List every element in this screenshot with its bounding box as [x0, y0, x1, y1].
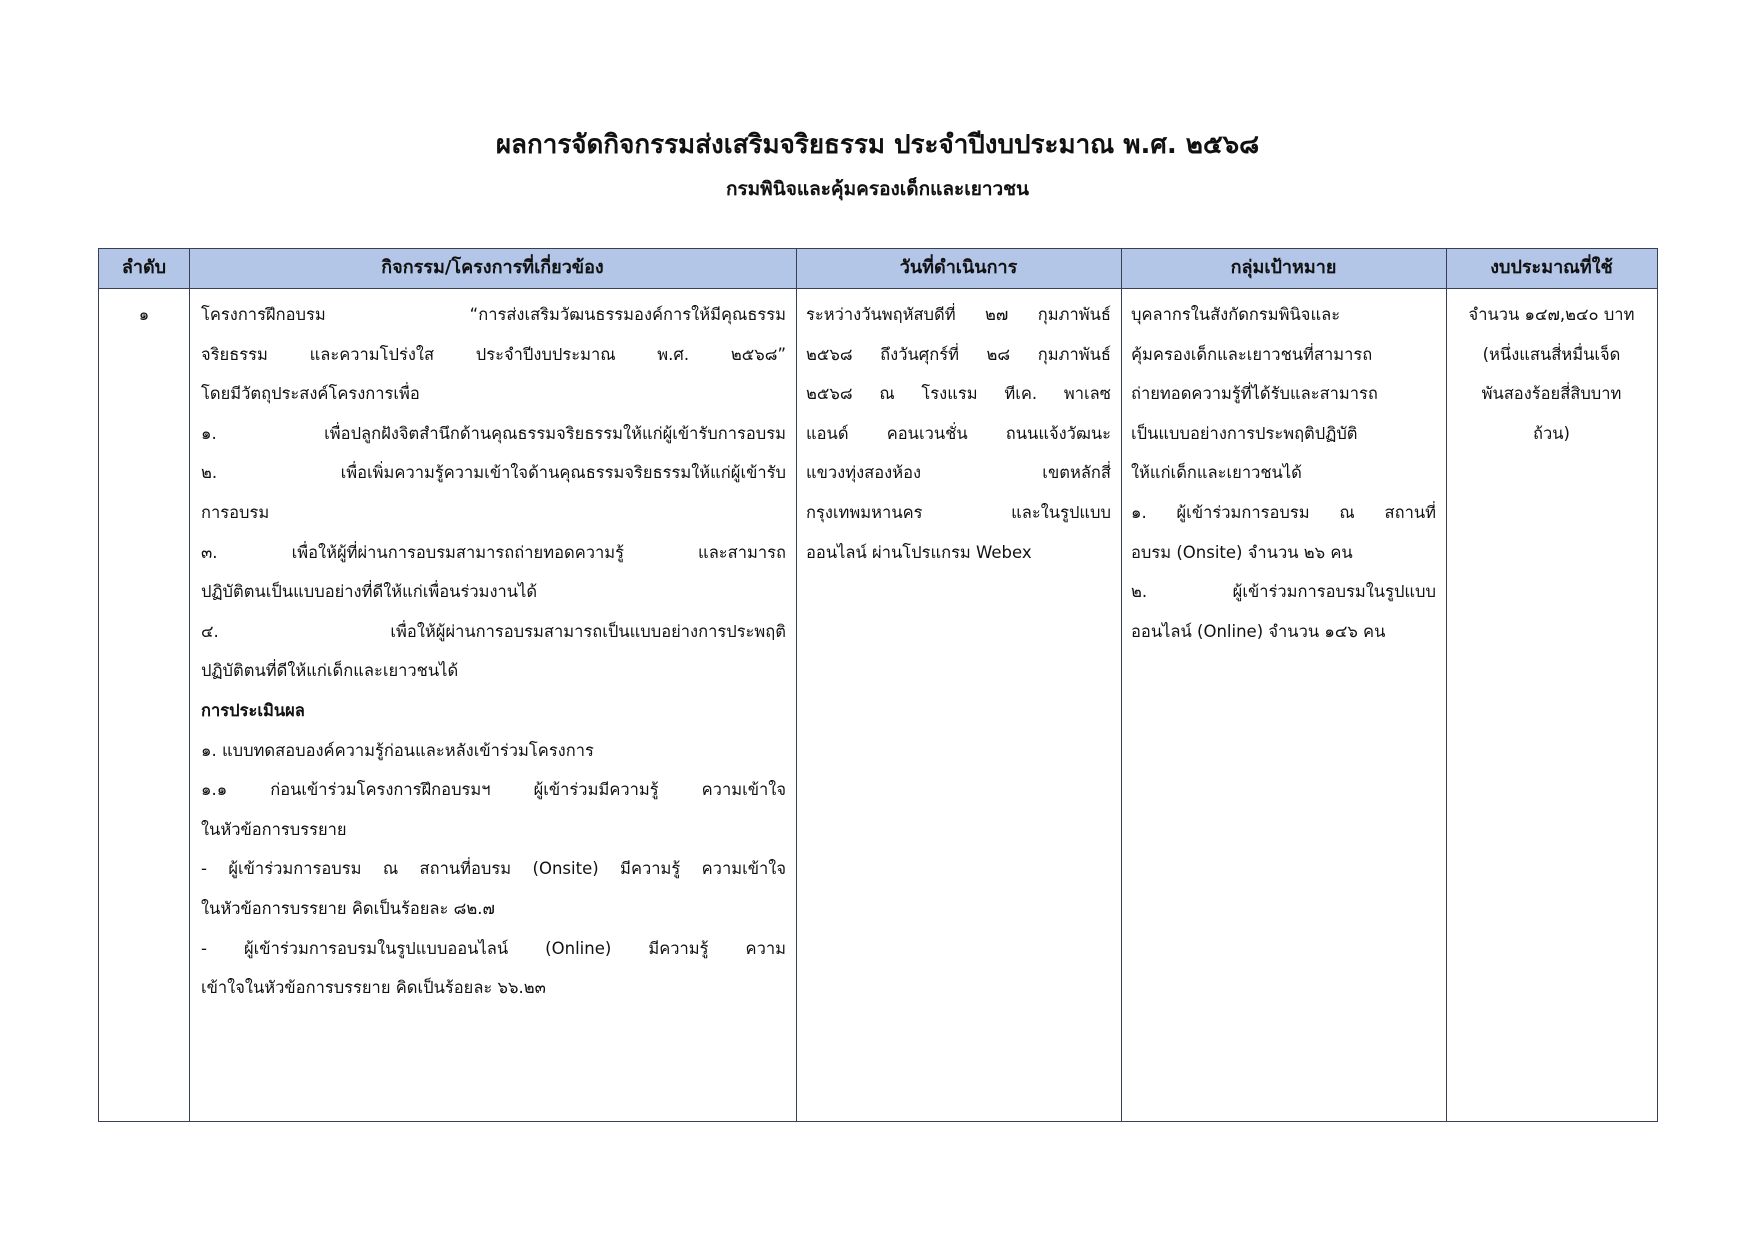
target-line: ให้แก่เด็กและเยาวชนได้ — [1131, 463, 1302, 483]
header-budget: งบประมาณที่ใช้ — [1490, 257, 1613, 278]
activity-line: ปฏิบัติตนเป็นแบบอย่างที่ดีให้แก่เพื่อนร่วมงานได้ — [201, 582, 538, 602]
activity-line: โครงการฝึกอบรม “การส่งเสริมวัฒนธรรมองค์การให้มีคุณธรรม — [201, 305, 786, 324]
document-subtitle: กรมพินิจและคุ้มครองเด็กและเยาวชน — [725, 178, 1030, 200]
date-line: แขวงทุ่งสองห้อง เขตหลักสี่ — [806, 463, 1111, 483]
activity-line: ๓. เพื่อให้ผู้ที่ผ่านการอบรมสามารถถ่ายทอดความรู้ และสามารถ — [201, 542, 786, 562]
header-target: กลุ่มเป้าหมาย — [1230, 257, 1337, 278]
target-line: ออนไลน์ (Online) จำนวน ๑๔๖ คน — [1131, 621, 1386, 641]
target-line: ๑. ผู้เข้าร่วมการอบรม ณ สถานที่ — [1131, 502, 1436, 522]
activity-line: การอบรม — [201, 502, 270, 522]
activity-line: ๑. เพื่อปลูกฝังจิตสำนึกด้านคุณธรรมจริยธรรมให้แก่ผู้เข้ารับการอบรม — [201, 423, 786, 443]
column-divider — [796, 249, 797, 1121]
activity-line: โดยมีวัตถุประสงค์โครงการเพื่อ — [201, 384, 420, 404]
target-line: คุ้มครองเด็กและเยาวชนที่สามารถ — [1131, 344, 1373, 364]
date-line: ระหว่างวันพฤหัสบดีที่ ๒๗ กุมภาพันธ์ — [806, 305, 1111, 324]
cell-date — [806, 295, 1111, 572]
activity-line: ๔. เพื่อให้ผู้ผ่านการอบรมสามารถเป็นแบบอย่างการประพฤติ — [201, 621, 786, 641]
date-line: ๒๕๖๘ ถึงวันศุกร์ที่ ๒๘ กุมภาพันธ์ — [806, 344, 1111, 364]
document-title: ผลการจัดกิจกรรมส่งเสริมจริยธรรม ประจำปีงบประมาณ พ.ศ. ๒๕๖๘ — [495, 130, 1260, 160]
budget-line: ถ้วน) — [1533, 423, 1570, 443]
header-order: ลำดับ — [121, 257, 167, 278]
evaluation-heading: การประเมินผล — [201, 700, 305, 720]
activity-table — [98, 248, 1658, 1122]
budget-line: จำนวน ๑๔๗,๒๔๐ บาท — [1468, 305, 1635, 324]
date-line: ๒๕๖๘ ณ โรงแรม ทีเค. พาเลซ — [806, 384, 1111, 404]
cell-target — [1131, 295, 1436, 651]
date-line: แอนด์ คอนเวนชั่น ถนนแจ้งวัฒนะ — [806, 423, 1111, 443]
activity-line: - ผู้เข้าร่วมการอบรม ณ สถานที่อบรม (Onsite) มีความรู้ ความเข้าใจ — [201, 859, 786, 879]
date-line: ออนไลน์ ผ่านโปรแกรม Webex — [806, 542, 1032, 562]
activity-line: ในหัวข้อการบรรยาย — [201, 819, 347, 839]
target-line: ๒. ผู้เข้าร่วมการอบรมในรูปแบบ — [1131, 582, 1436, 602]
target-line: บุคลากรในสังกัดกรมพินิจและ — [1131, 305, 1341, 324]
column-divider — [189, 249, 190, 1121]
target-line: เป็นแบบอย่างการประพฤติปฏิบัติ — [1131, 423, 1358, 443]
cell-order — [99, 295, 189, 335]
activity-line: จริยธรรม และความโปร่งใส ประจำปีงบประมาณ พ.ศ. ๒๕๖๘” — [201, 344, 786, 364]
header-activity: กิจกรรม/โครงการที่เกี่ยวข้อง — [381, 257, 604, 278]
column-divider — [1121, 249, 1122, 1121]
header-date: วันที่ดำเนินการ — [899, 257, 1018, 278]
activity-line: - ผู้เข้าร่วมการอบรมในรูปแบบออนไลน์ (Online) มีความรู้ ความ — [201, 938, 786, 958]
date-line: กรุงเทพมหานคร และในรูปแบบ — [806, 502, 1111, 522]
budget-line: พันสองร้อยสี่สิบบาท — [1481, 384, 1622, 404]
activity-line: ในหัวข้อการบรรยาย คิดเป็นร้อยละ ๘๒.๗ — [201, 898, 495, 918]
budget-line: (หนึ่งแสนสี่หมื่นเจ็ด — [1482, 344, 1621, 364]
activity-line: ๒. เพื่อเพิ่มความรู้ความเข้าใจด้านคุณธรรมจริยธรรมให้แก่ผู้เข้ารับ — [201, 463, 786, 483]
column-divider — [1446, 249, 1447, 1121]
activity-line: ๑. แบบทดสอบองค์ความรู้ก่อนและหลังเข้าร่วมโครงการ — [201, 740, 594, 760]
cell-budget — [1451, 295, 1652, 453]
activity-line: ปฏิบัติตนที่ดีให้แก่เด็กและเยาวชนได้ — [201, 661, 459, 681]
order-number: ๑ — [138, 305, 150, 324]
activity-line: ๑.๑ ก่อนเข้าร่วมโครงการฝึกอบรมฯ ผู้เข้าร่วมมีความรู้ ความเข้าใจ — [201, 780, 786, 800]
activity-line: เข้าใจในหัวข้อการบรรยาย คิดเป็นร้อยละ ๖๖.๒๓ — [201, 978, 546, 998]
target-line: ถ่ายทอดความรู้ที่ได้รับและสามารถ — [1131, 384, 1378, 404]
target-line: อบรม (Onsite) จำนวน ๒๖ คน — [1131, 542, 1353, 562]
cell-activity — [201, 295, 786, 1008]
